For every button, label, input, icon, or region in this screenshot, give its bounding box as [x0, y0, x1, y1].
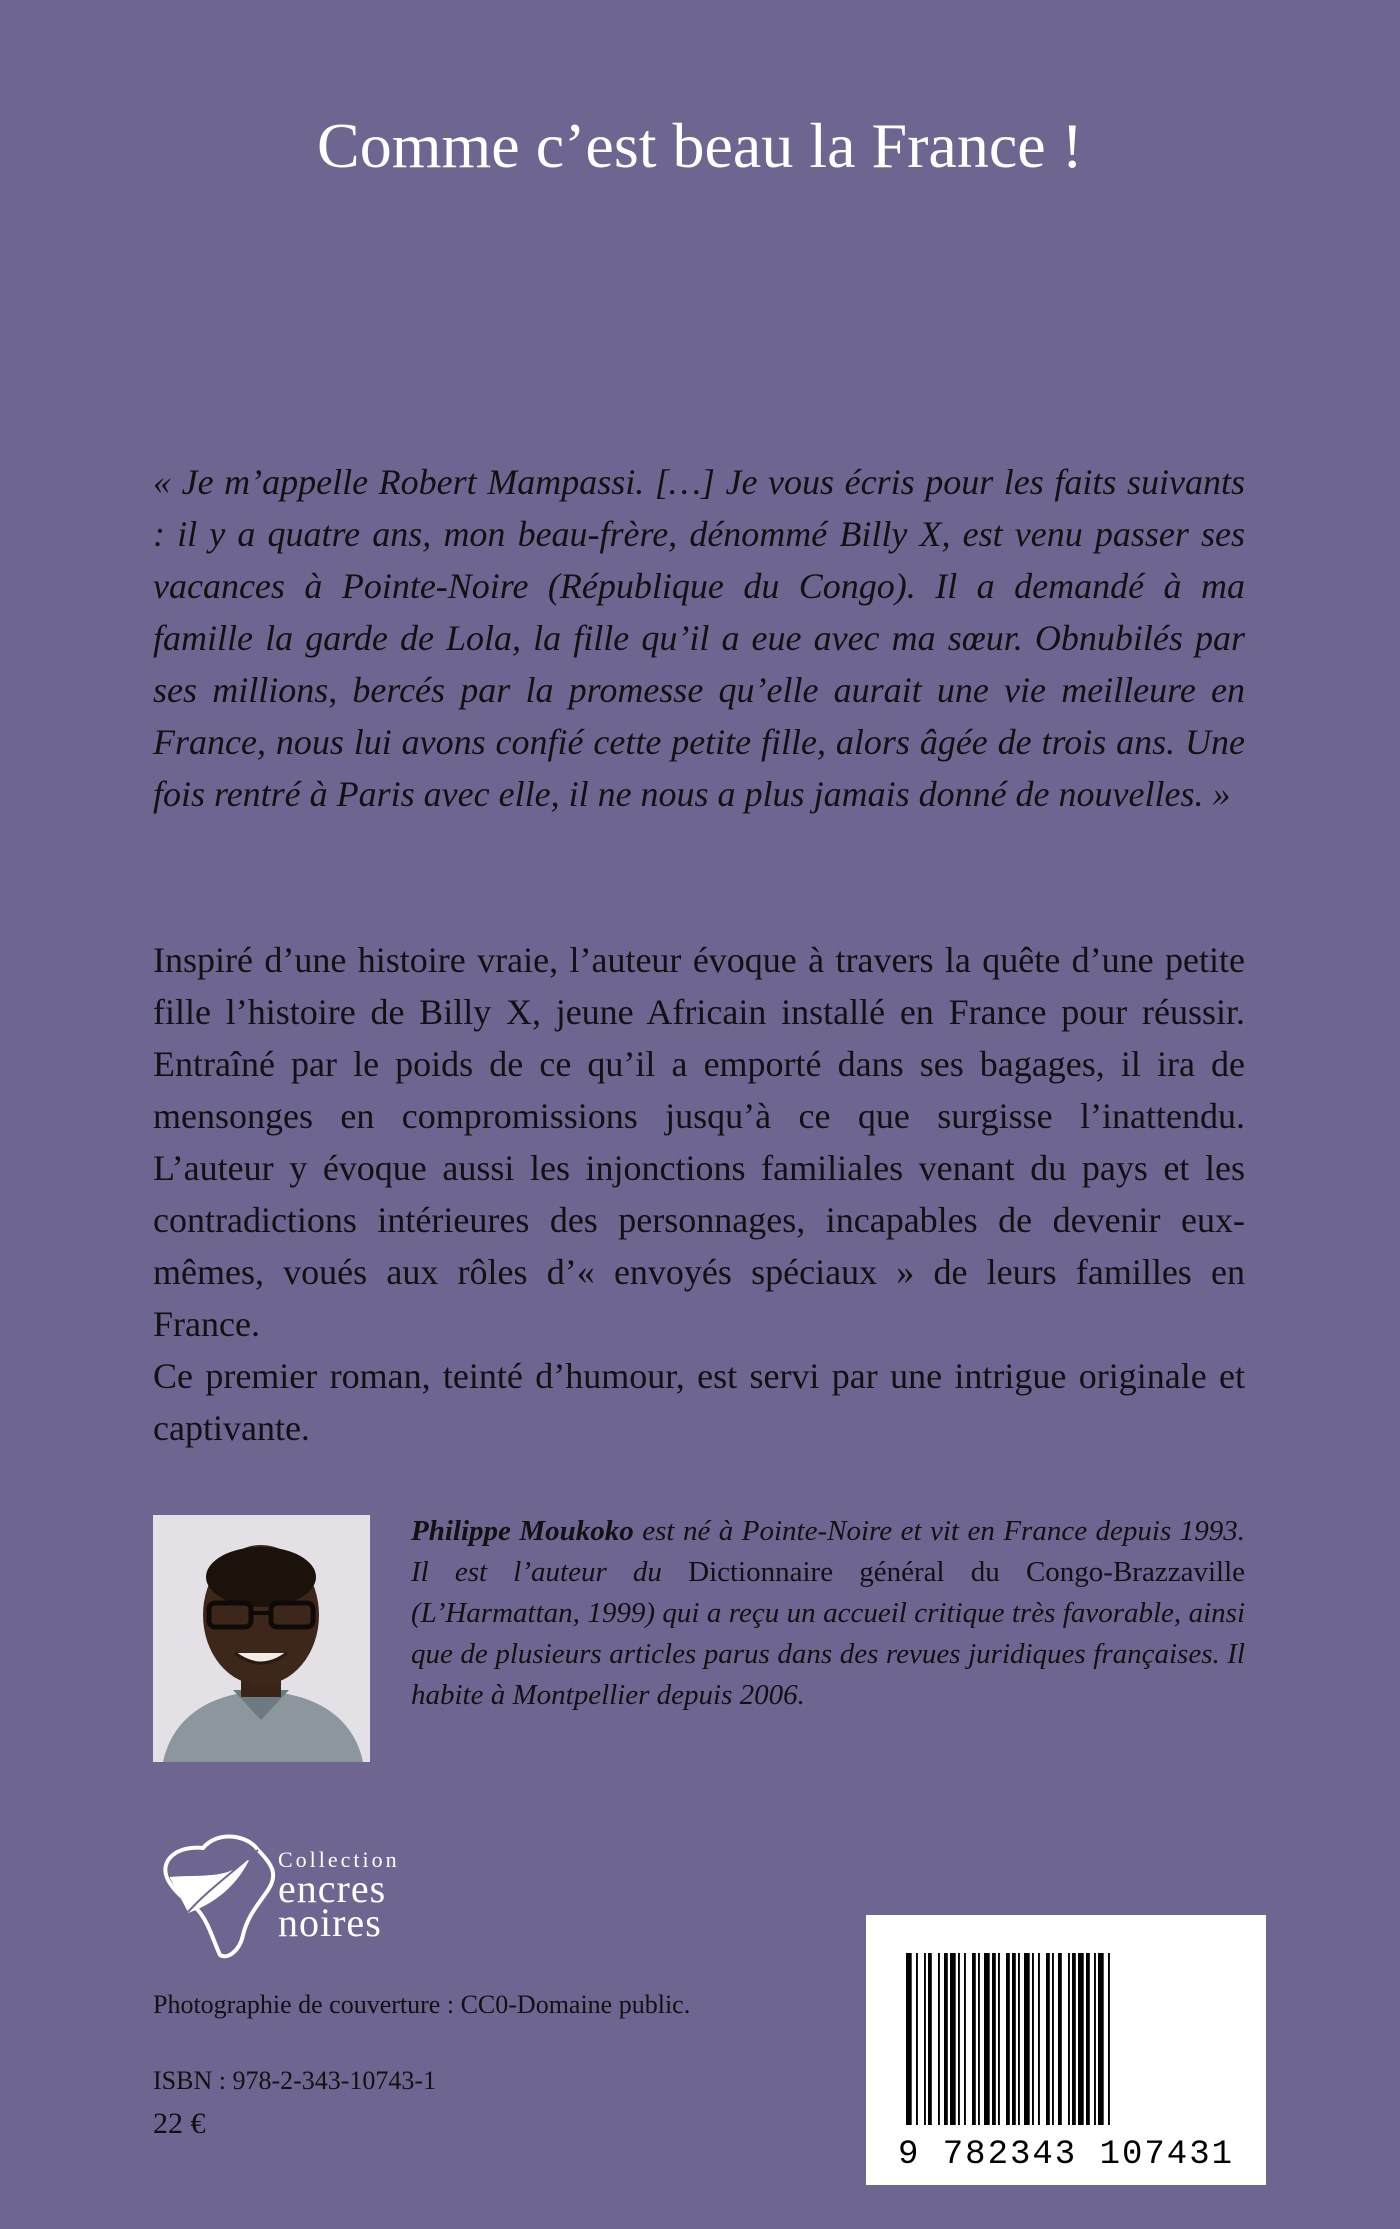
- barcode-bar: [950, 1953, 956, 2125]
- barcode-bar: [972, 1953, 976, 2125]
- author-name: Philippe Moukoko: [411, 1515, 634, 1547]
- barcode-bar: [1058, 1953, 1062, 2125]
- barcode-bar: [1094, 1953, 1096, 2125]
- summary: [153, 934, 1245, 1454]
- barcode-bar: [958, 1953, 960, 2125]
- barcode-bar: [916, 1953, 918, 2125]
- price: 22 €: [153, 2107, 206, 2140]
- barcode-bar: [1032, 1953, 1034, 2125]
- series-name-line-1: encres: [278, 1866, 387, 1911]
- summary-paragraph-1: Inspiré d’une histoire vraie, l’auteur évoque à travers la quête d’une petite fille l’histoire de Billy X, jeune Africain installé en France pour réussir. Entraîné par le poids de ce qu’il a emporté dans ses bagages, il ira de mensonges en compromissions jusqu’à ce que surgisse l’inattendu. L’auteur y évoque aussi les injonctions familiales venant du pays et les contradictions intérieures des personnages, incapables de devenir eux-mêmes, voués aux rôles d’« envoyés spéciaux » de leurs familles en France.: [153, 940, 1245, 1344]
- author-bio-text: [411, 1511, 1245, 1716]
- barcode-bar: [984, 1953, 990, 2125]
- collection-logo: [278, 1847, 400, 1945]
- author-bio: [411, 1511, 1245, 1716]
- barcode-bar: [1068, 1953, 1070, 2125]
- barcode-bar: [944, 1953, 948, 2125]
- barcode-digits: 9 782343 107431: [897, 2136, 1235, 2174]
- barcode-bar: [1012, 1953, 1016, 2125]
- barcode-bar: [1024, 1953, 1030, 2125]
- author-photo: [153, 1515, 370, 1762]
- summary-paragraph-2: Ce premier roman, teinté d’humour, est servi par une intrigue originale et captivante.: [153, 1356, 1245, 1448]
- photo-credit: Photographie de couverture : CC0-Domaine public.: [153, 1990, 691, 2019]
- barcode-bar: [992, 1953, 996, 2125]
- barcode-bar: [928, 1953, 932, 2125]
- barcode-bar: [1108, 1953, 1110, 2125]
- barcode-bar: [1098, 1953, 1104, 2125]
- isbn-barcode: [866, 1915, 1266, 2185]
- barcode-bar: [964, 1953, 966, 2125]
- book-title: Comme c’est beau la France !: [317, 110, 1083, 181]
- barcode-bar: [1018, 1953, 1020, 2125]
- excerpt-quote: [153, 456, 1245, 820]
- quote-text: « Je m’appelle Robert Mampassi. […] Je vous écris pour les faits suivants : il y a quatre ans, mon beau-frère, dénommé Billy X, est venu passer ses vacances à Pointe-Noire (République du Congo). Il a demandé à ma famille la garde de Lola, la fille qu’il a eue avec ma sœur. Obnubilés par ses millions, bercés par la promesse qu’elle aurait une vie meilleure en France, nous lui avons confié cette petite fille, alors âgée de trois ans. Une fois rentré à Paris avec elle, il ne nous a plus jamais donné de nouvelles. »: [153, 462, 1245, 814]
- bio-part-1: est né à Pointe-Noire et vit en France depuis 1993. Il est l’auteur du: [411, 1515, 1245, 1588]
- barcode-bar: [924, 1953, 926, 2125]
- collection-label: Collection: [278, 1847, 400, 1872]
- barcode-bar: [906, 1953, 912, 2125]
- bio-book-title: Dictionnaire général du Congo-Brazzaville: [688, 1556, 1245, 1588]
- barcode-bar: [938, 1953, 940, 2125]
- barcode-bar: [1052, 1953, 1054, 2125]
- barcode-bar: [1038, 1953, 1040, 2125]
- barcode-bar: [978, 1953, 980, 2125]
- bio-part-2: (L’Harmattan, 1999) qui a reçu un accueil critique très favorable, ainsi que de plusieurs articles parus dans des revues juridiques françaises. Il habite à Montpellier depuis 2006.: [411, 1597, 1245, 1711]
- barcode-bar: [1072, 1953, 1076, 2125]
- barcode-bar: [998, 1953, 1000, 2125]
- barcode-bar: [1046, 1953, 1050, 2125]
- barcode-bar: [1086, 1953, 1090, 2125]
- barcode-graphic: [866, 1915, 1266, 2185]
- isbn: ISBN : 978-2-343-10743-1: [153, 2066, 437, 2095]
- barcode-bar: [1006, 1953, 1010, 2125]
- barcode-bar: [1078, 1953, 1084, 2125]
- author-portrait-illustration: [153, 1515, 370, 1762]
- series-name-line-2: noires: [278, 1900, 382, 1945]
